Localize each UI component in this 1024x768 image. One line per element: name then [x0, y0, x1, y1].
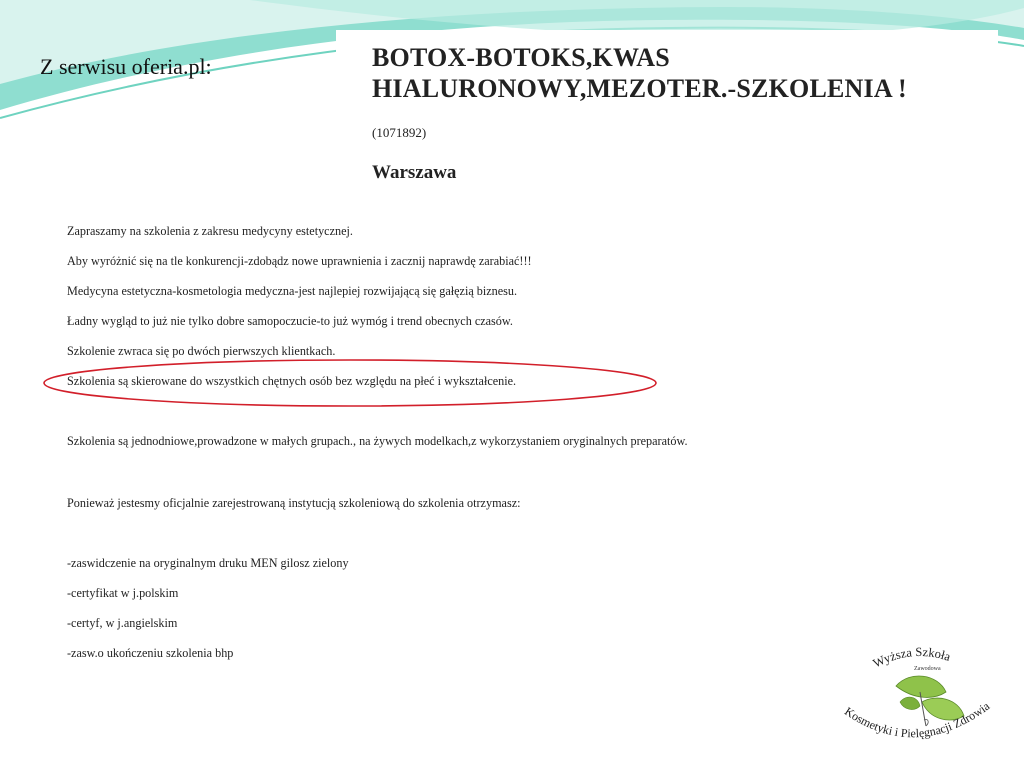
listing-header [336, 30, 998, 196]
listing-body [38, 216, 884, 668]
body-line: -zaswidczenie na oryginalnym druku MEN gilosz zielony [67, 556, 349, 570]
body-line: -zasw.o ukończeniu szkolenia bhp [67, 646, 234, 660]
body-line: -certyfikat w j.polskim [67, 586, 179, 600]
body-line: -certyf, w j.angielskim [67, 616, 178, 630]
listing-id: (1071892) [372, 125, 427, 140]
listing-title-line1: BOTOX-BOTOKS,KWAS [372, 43, 670, 72]
body-line: Ładny wygląd to już nie tylko dobre samopoczucie-to już wymóg i trend obecnych czasów. [67, 314, 513, 328]
logo-top-text: Wyższa Szkoła [870, 644, 953, 671]
body-line: Zapraszamy na szkolenia z zakresu medycyny estetycznej. [67, 224, 353, 238]
listing-title [372, 42, 982, 104]
slide-caption: Z serwisu oferia.pl: [40, 54, 212, 79]
logo-small-text: Zawodowa [914, 666, 941, 672]
body-line: Aby wyróżnić się na tle konkurencji-zdobądz nowe uprawnienia i zacznij naprawdę zarabiać!!! [67, 254, 532, 268]
body-line-highlighted: Szkolenia są skierowane do wszystkich chętnych osób bez względu na płeć i wykształcenie. [67, 374, 517, 388]
school-logo [834, 640, 1006, 758]
logo-bottom-text: Kosmetyki i Pielęgnacji Zdrowia [842, 698, 993, 741]
listing-title-line2: HIALURONOWY,MEZOTER.-SZKOLENIA ! [372, 74, 907, 103]
body-line: Szkolenia są jednodniowe,prowadzone w małych grupach., na żywych modelkach,z wykorzystaniem oryginalnych preparatów. [67, 434, 688, 448]
highlight-ellipse [40, 356, 664, 412]
body-line: Ponieważ jestesmy oficjalnie zarejestrowaną instytucją szkoleniową do szkolenia otrzymasz: [67, 496, 521, 510]
body-line: Szkolenie zwraca się po dwóch pierwszych klientkach. [67, 344, 336, 358]
listing-city: Warszawa [372, 162, 457, 183]
body-line: Medycyna estetyczna-kosmetologia medyczna-jest najlepiej rozwijającą się gałęzią biznesu. [67, 284, 518, 298]
